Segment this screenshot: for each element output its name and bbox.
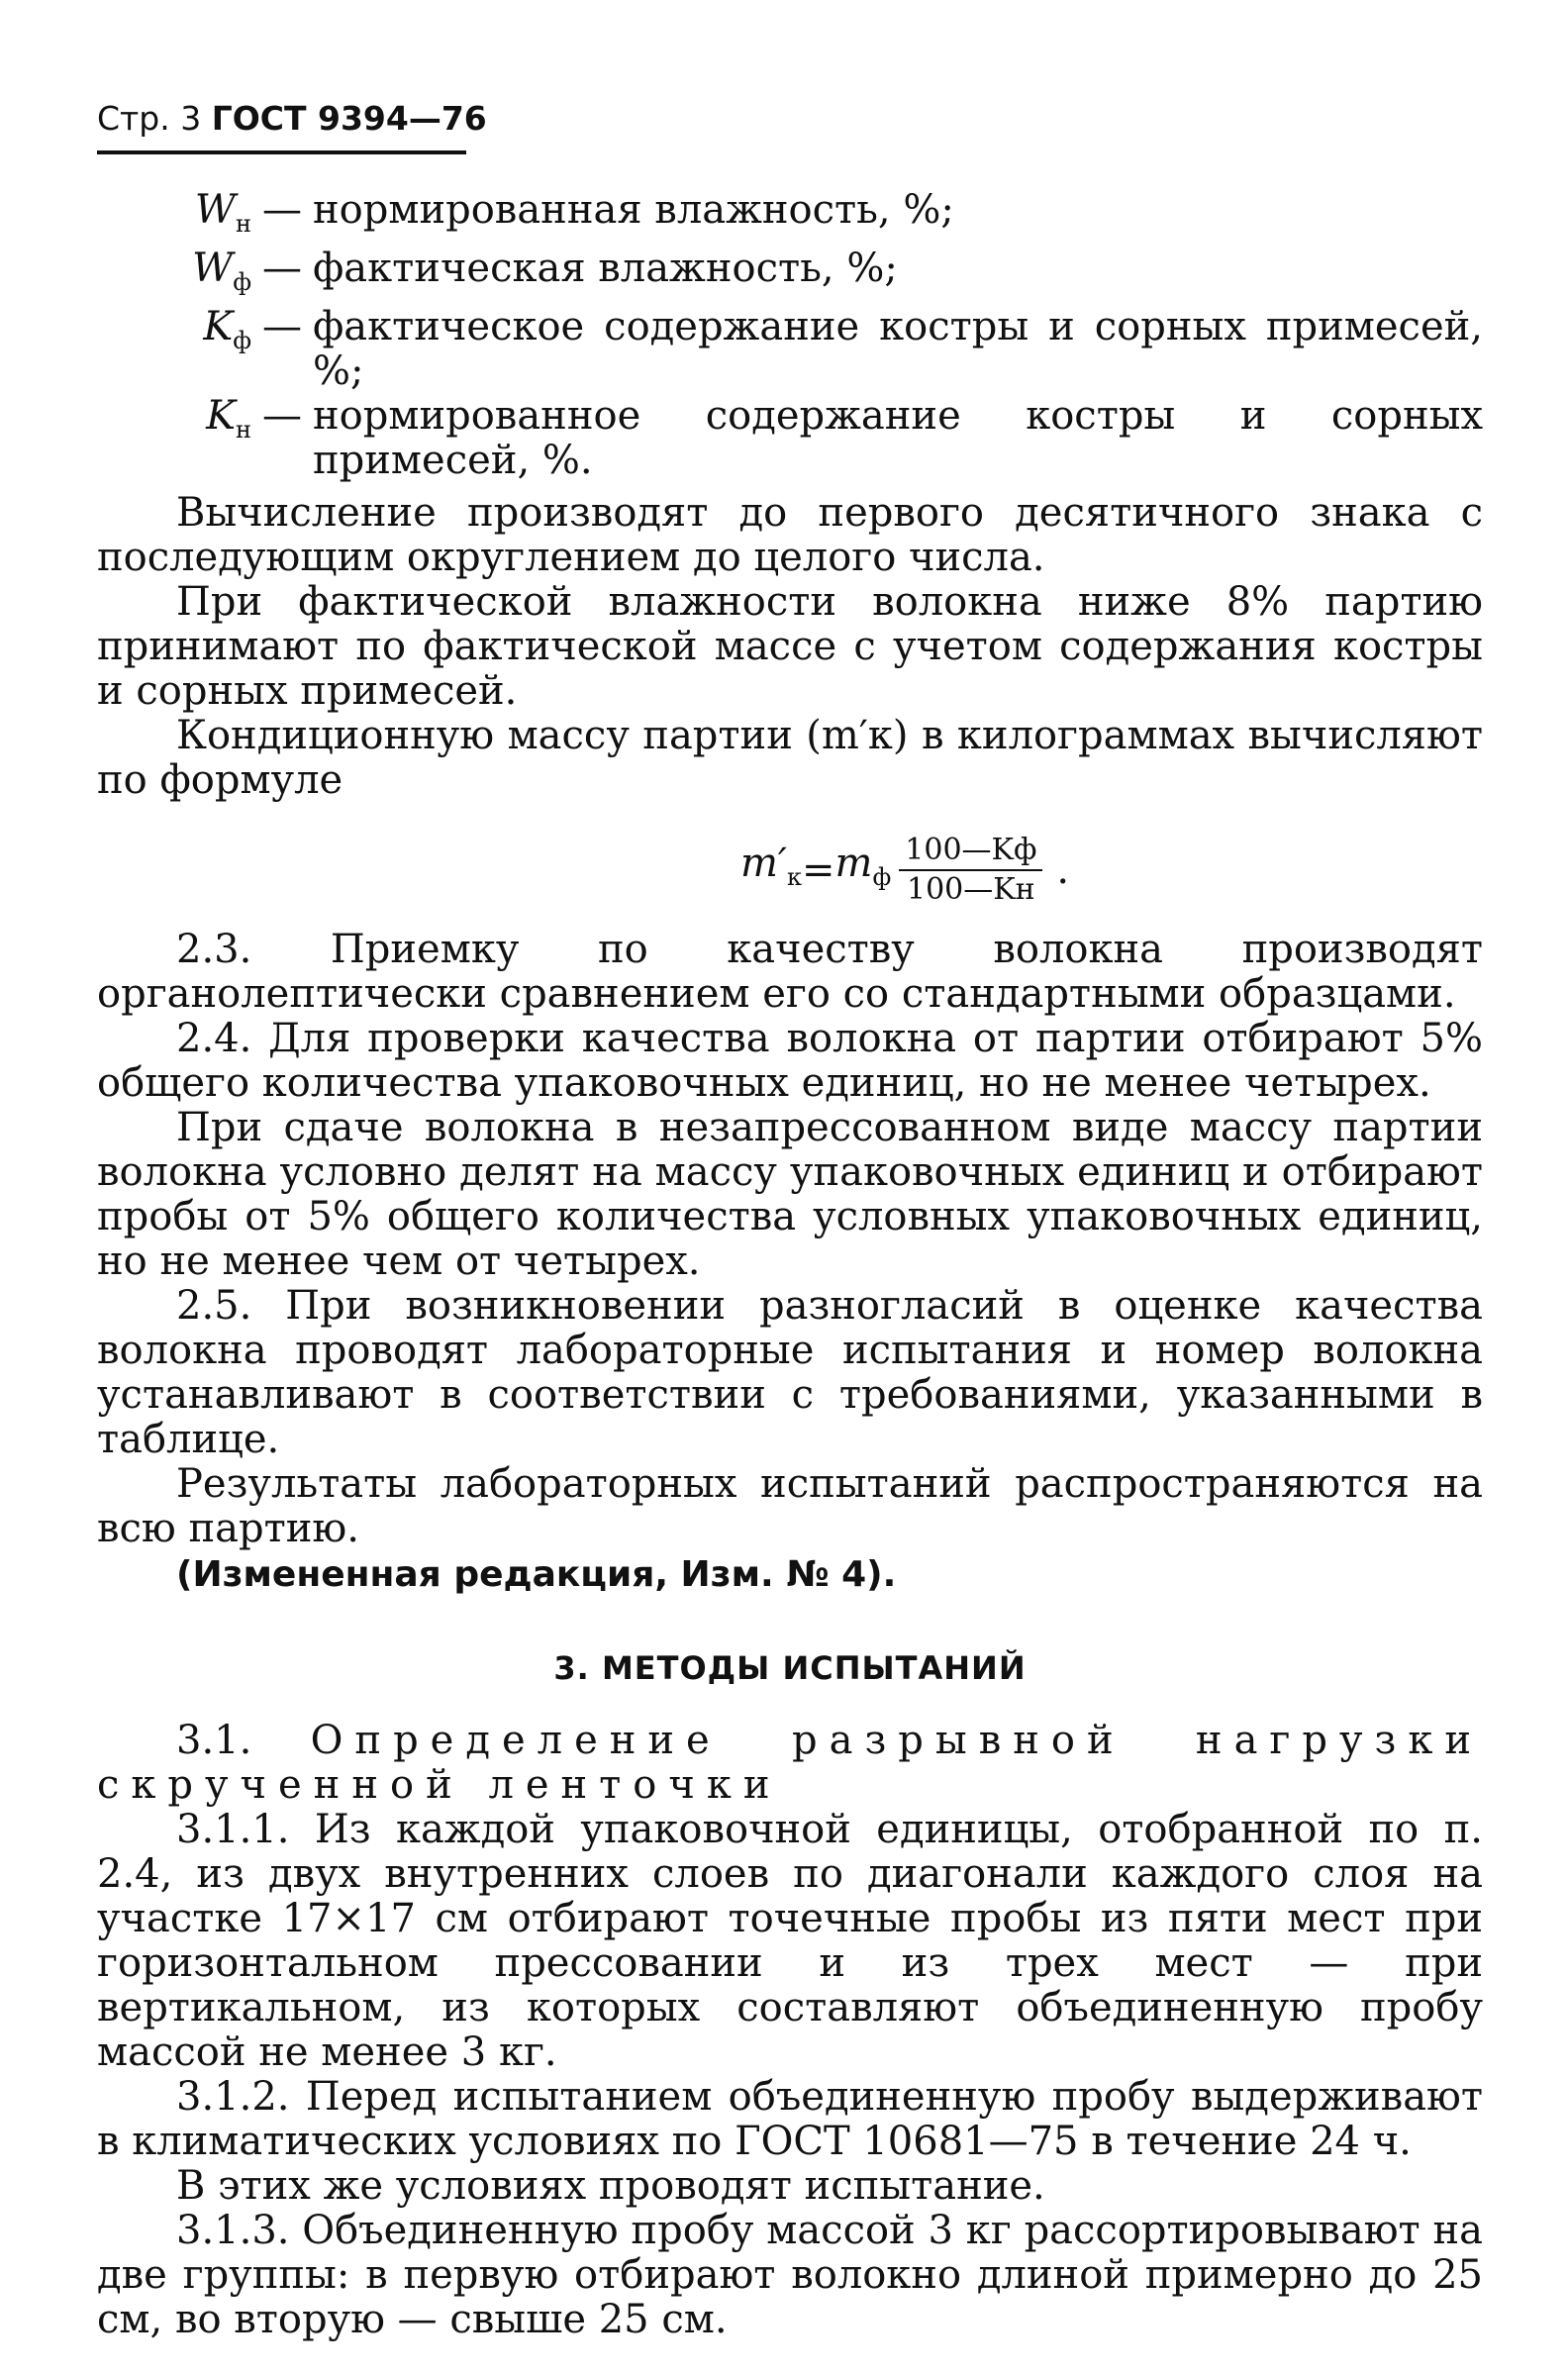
subsection-title: Определение разрывной нагрузки скрученной ленточки (97, 1718, 1484, 1808)
definition-wf: $W_ф$ — фактическая влажность, %; (97, 247, 1483, 305)
symbol: $K_н$ (206, 393, 251, 444)
formula-end: . (1056, 846, 1070, 893)
page-number: Стр. 3 (97, 99, 202, 138)
paragraph-2-5-b: Результаты лабораторных испытаний распространяются на всю партию. (97, 1461, 1483, 1551)
paragraph-3-1-1: 3.1.1. Из каждой упаковочной единицы, отобранной по п. 2.4, из двух внутренних слоев по диагонали каждого слоя на участке 17×17 см отбирают точечные пробы из пяти мест при горизонтальном прессовании и из трех мест — при вертикальном, из которых составляют объединенную пробу массой не менее 3 кг. (97, 1807, 1483, 2075)
formula-numerator: 100—Kф (899, 832, 1042, 871)
formula-denominator: 100—Kн (907, 872, 1035, 907)
definition-text: нормированная влажность, %; (313, 187, 954, 233)
subsection-number: 3.1. (176, 1718, 252, 1763)
definition-kf: $K_ф$ — фактическое содержание костры и сорных примесей, %; (97, 305, 1483, 394)
symbol-definitions (97, 188, 1483, 483)
paragraph-2-4: 2.4. Для проверки качества волокна от партии отбирают 5% общего количества упаковочных единиц, но не менее четырех. (97, 1016, 1483, 1106)
symbol: $K_ф$ (203, 304, 251, 354)
paragraph-2-5: 2.5. При возникновении разногласий в оценке качества волокна проводят лабораторные испытания и номер волокна устанавливают в соответствии с требованиями, указанными в таблице. (97, 1283, 1483, 1462)
paragraph-conditioned-mass: Кондиционную массу партии (m′к) в килограммах вычисляют по формуле (97, 713, 1483, 803)
formula-fraction (899, 832, 1042, 909)
formula-equals: = (802, 846, 835, 893)
definition-kn: $K_н$ — нормированное содержание костры и сорных примесей, %. (97, 394, 1483, 483)
definition-text: фактическая влажность, %; (313, 246, 898, 291)
definition-text: нормированное содержание костры и сорных примесей, %. (313, 393, 1483, 483)
paragraph-2-3: 2.3. Приемку по качеству волокна производят органолептически сравнением его со стандартными образцами. (97, 927, 1483, 1017)
paragraph-3-1-2-b: В этих же условиях проводят испытание. (176, 2163, 1045, 2209)
paragraph-2-4-b: При сдаче волокна в незапрессованном виде массу партии волокна условно делят на массу упаковочных единиц и отбирают пробы от 5% общего количества условных упаковочных единиц, но не менее чем от четырех. (97, 1105, 1483, 1284)
symbol: $W_н$ (194, 187, 251, 238)
paragraph-3-1-2: 3.1.2. Перед испытанием объединенную пробу выдерживают в климатических условиях по ГОСТ 10681—75 в течение 24 ч. (97, 2074, 1483, 2164)
definition-text: фактическое содержание костры и сорных примесей, %; (313, 304, 1483, 394)
document-body (97, 188, 1483, 2342)
conditioned-mass-formula (97, 823, 1483, 918)
formula-lhs: $m'_к$ (740, 840, 803, 891)
paragraph-3-1-3: 3.1.3. Объединенную пробу массой 3 кг рассортировывают на две группы: в первую отбирают волокно длиной примерно до 25 см, во вторую — свыше 25 см. (97, 2208, 1483, 2342)
definition-wn: $W_н$ — нормированная влажность, %; (97, 188, 1483, 247)
section-3-title: 3. МЕТОДЫ ИСПЫТАНИЙ (553, 1649, 1027, 1687)
paragraph-calc-precision: Вычисление производят до первого десятичного знака с последующим округлением до целого числа. (97, 490, 1483, 580)
standard-number: ГОСТ 9394—76 (211, 99, 487, 138)
amendment-note: (Измененная редакция, Изм. № 4). (176, 1554, 897, 1595)
symbol: $W_ф$ (192, 246, 251, 296)
formula-m: $m_ф$ (834, 840, 892, 891)
page-header (97, 99, 487, 154)
subsection-3-1-title (97, 1719, 1483, 1808)
paragraph-moisture-below: При фактической влажности волокна ниже 8% партию принимают по фактической массе с учетом содержания костры и сорных примесей. (97, 579, 1483, 714)
